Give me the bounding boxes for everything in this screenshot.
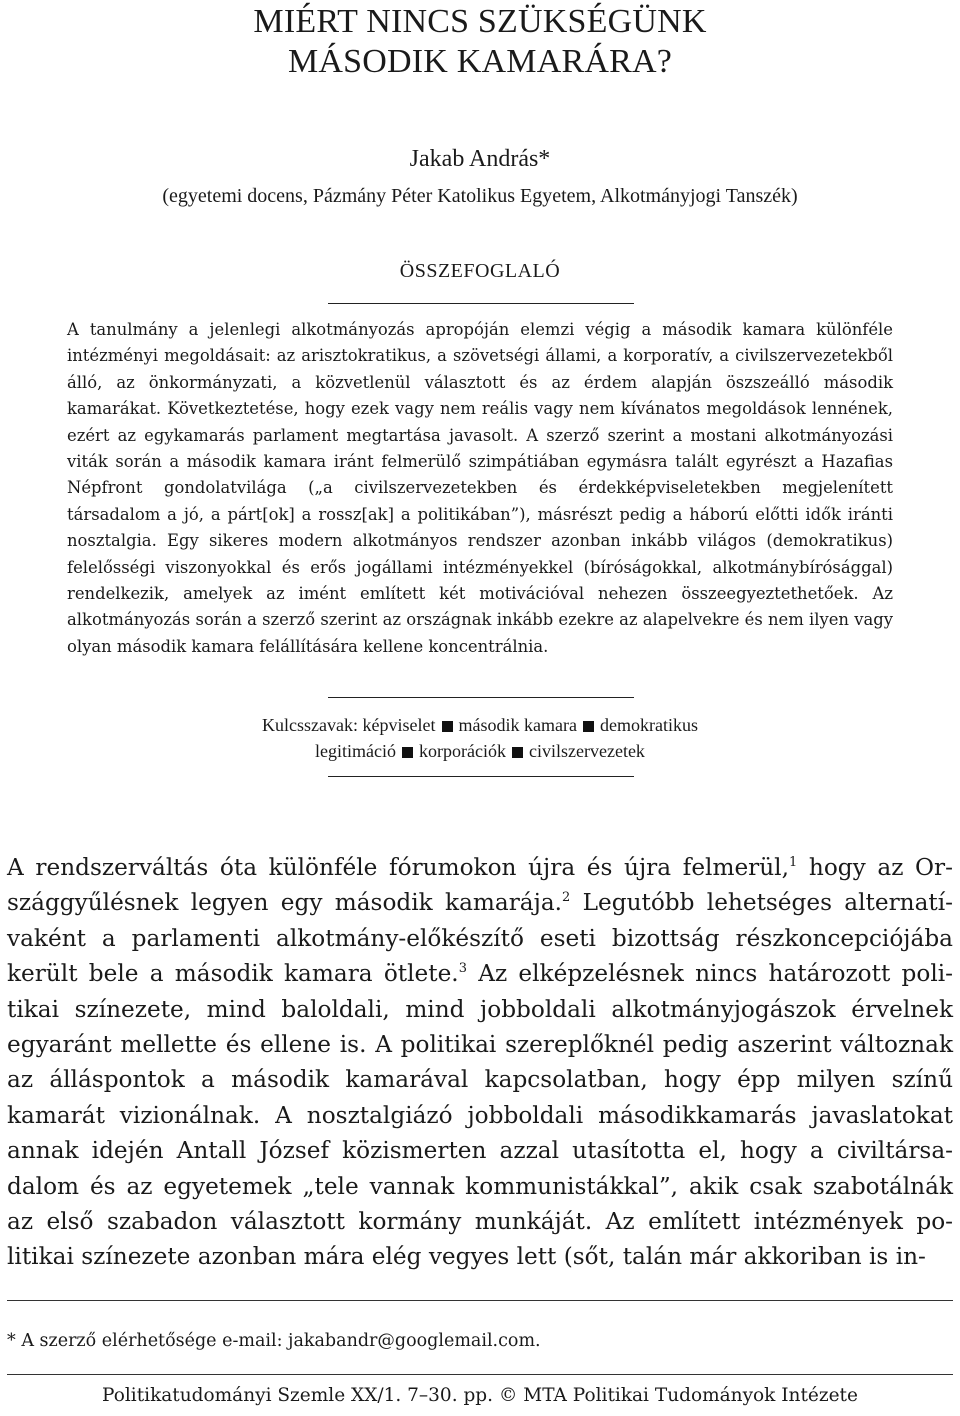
body-paragraph <box>7 850 953 1275</box>
footnote-ref-3: 3 <box>458 961 467 977</box>
abstract-text: A tanulmány a jelenlegi alkotmányozás apropóján elemzi végig a második kamara különféle intézményi megoldásait: az arisztokratikus, a szövetségi állami, a korporatív, a civilszervezetekből álló, az önkormányzati, a közvetlenül választott és az érdem alapján öszszeálló második kamarákat. Következtetése, hogy ezek vagy nem reális vagy nem kívánatos megoldások lennének, ezért az egykamarás parlament megtartása javasolt. A szerző szerint a mostani alkotmányozási viták során a második kamara iránt felmerülő szimpátiában egymásra talált egyrészt a Hazafias Népfront gondolatvilága („a civilszervezetekben és érdekképviseletekben megjelenített társadalom a jó, a párt[ok] a rossz[ak] a politikában”), másrészt pedig a háború előtti idők iránti nosztalgia. Egy sikeres modern alkotmányos rendszer azonban inkább világos (demokratikus) felelősségi viszonyokkal és erős jogállami intézményekkel (bíróságokkal, alkotmánybírósággal) rendelkezik, amelyek az imént említett két motivációval nehezen összeegyeztethetőek. Az alkotmányozás során a szerző szerint az országnak inkább ezekre az alapelvekre és nem ilyen vagy olyan második kamara felállítására kellene koncentrálnia. <box>67 320 893 656</box>
square-bullet-icon <box>402 747 413 758</box>
footer-separator <box>7 1374 953 1375</box>
body-text-part: hogy az Országgyűlésnek legyen egy második kamarája. <box>7 854 953 917</box>
keyword: képviselet <box>362 715 436 735</box>
keywords-line-2 <box>0 738 960 764</box>
article-title-line-2: MÁSODIK KAMARÁRA? <box>287 43 673 80</box>
footnote-author-email: * A szerző elérhetősége e-mail: jakabandr@googlemail.com. <box>7 1331 541 1351</box>
footnote-ref-2: 2 <box>562 890 571 906</box>
journal-footer: Politikatudományi Szemle XX/1. 7–30. pp. © MTA Politikai Tudományok Intézete <box>102 1385 858 1406</box>
footnote-separator <box>7 1300 953 1301</box>
author-name: Jakab András* <box>409 146 551 172</box>
body-text-part: Legutóbb lehetséges alternatívaként a parlamenti alkotmány-előkészítő eseti bizottság részkoncepciójába került bele a második kamara ötlete. <box>7 889 954 988</box>
keywords-line-1 <box>0 712 960 738</box>
keyword: legitimáció <box>315 741 397 761</box>
body-text-part: A rendszerváltás óta különféle fórumokon újra és újra felmerül, <box>7 854 789 881</box>
keywords-bottom-rule <box>328 776 634 777</box>
article-title <box>0 2 960 82</box>
body-text-part: Az elképzelésnek nincs határozott politikai színezete, mind baloldali, mind jobboldali alkotmányjogászok érvelnek egyaránt mellette és ellene is. A politikai szereplőknél pedig aszerint változnak az álláspontok a második kamarával kapcsolatban, hogy épp milyen színű kamarát vizionálnak. A nosztalgiázó jobboldali másodikkamarás javaslatokat annak idején Antall József közismerten azzal utasította el, hogy a civiltársadalom és az egyetemek „tele vannak kommunistákkal”, akik csak szabotálnák az első szabadon választott kormány munkáját. Az említett intézmények politikai színezete azonban mára elég vegyes lett (sőt, talán már akkoriban is in- <box>7 960 953 1271</box>
article-title-line-1: MIÉRT NINCS SZÜKSÉGÜNK <box>253 3 707 40</box>
keyword: demokratikus <box>599 715 698 735</box>
author-affiliation: (egyetemi docens, Pázmány Péter Katolikus Egyetem, Alkotmányjogi Tanszék) <box>162 185 798 207</box>
square-bullet-icon <box>583 721 594 732</box>
keyword: második kamara <box>458 715 577 735</box>
keyword: korporációk <box>419 741 506 761</box>
abstract-top-rule <box>328 303 634 304</box>
keywords <box>0 712 960 764</box>
footnote-ref-1: 1 <box>788 855 798 870</box>
square-bullet-icon <box>512 747 523 758</box>
keywords-label: Kulcsszavak: <box>262 715 359 735</box>
keyword: civilszervezetek <box>529 741 645 761</box>
square-bullet-icon <box>442 721 453 732</box>
abstract-heading: ÖSSZEFOGLALÓ <box>399 260 561 282</box>
keywords-top-rule <box>328 697 634 698</box>
